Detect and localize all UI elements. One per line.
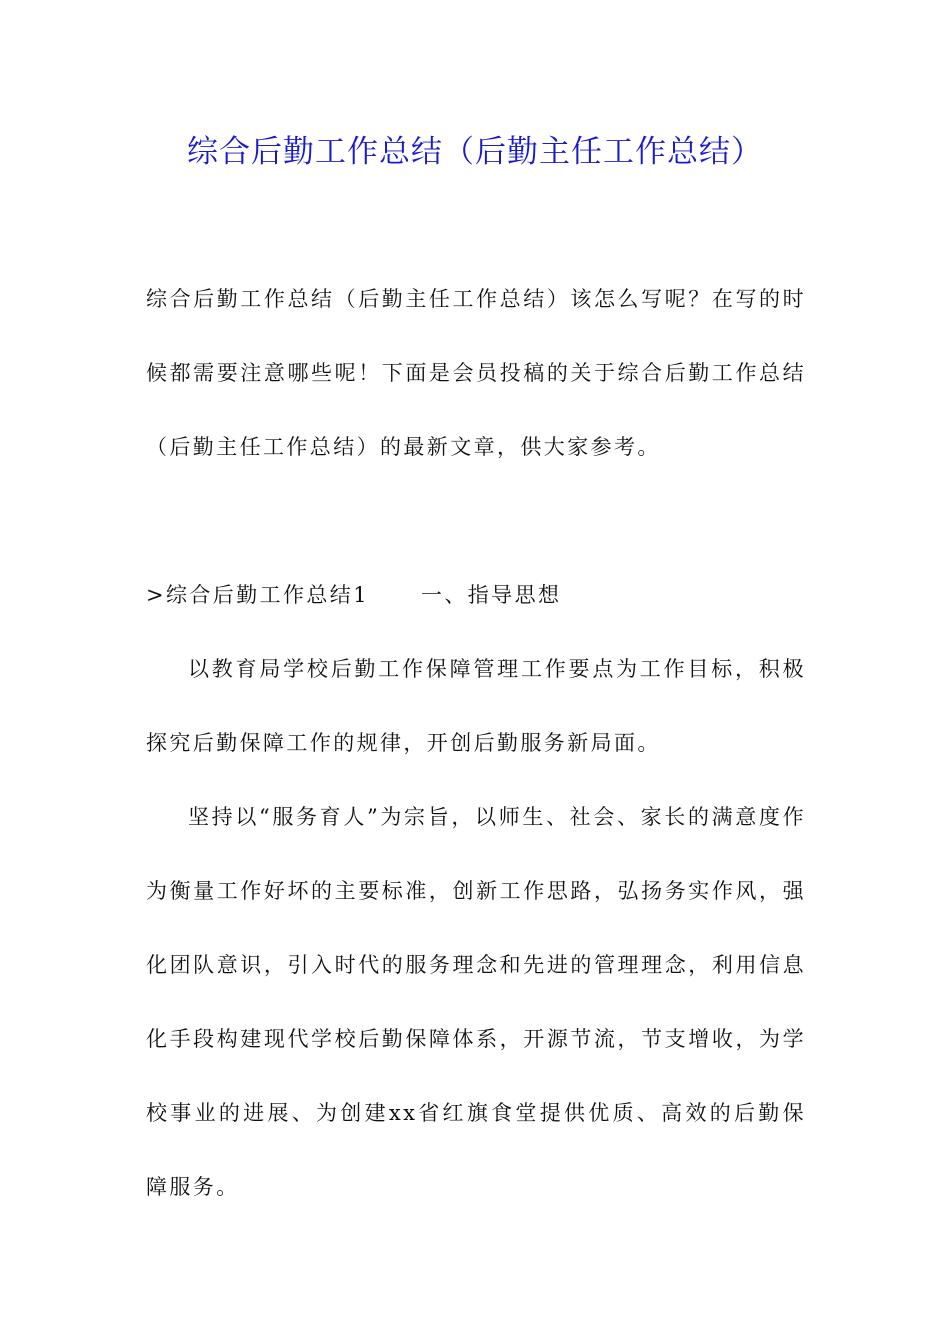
section-spacer <box>146 484 806 558</box>
document-body <box>146 262 806 1224</box>
section-heading: >综合后勤工作总结1 <box>146 583 369 607</box>
section-heading-line <box>146 558 806 632</box>
body-paragraph-1: 以教育局学校后勤工作保障管理工作要点为工作目标，积极探究后勤保障工作的规律，开创后勤服务新局面。 <box>146 657 806 755</box>
section-subheading: 一、指导思想 <box>420 583 562 607</box>
body-paragraph-2: 坚持以“服务育人”为宗旨，以师生、社会、家长的满意度作为衡量工作好坏的主要标准，创新工作思路，弘扬务实作风，强化团队意识，引入时代的服务理念和先进的管理理念，利用信息化手段构建现代学校后勤保障体系，开源节流，节支增收，为学校事业的进展、为创建xx省红旗食堂提供优质、高效的后勤保障服务。 <box>146 805 806 1199</box>
document-title: 综合后勤工作总结（后勤主任工作总结） <box>187 134 763 170</box>
intro-paragraph: 综合后勤工作总结（后勤主任工作总结）该怎么写呢？在写的时候都需要注意哪些呢！下面是会员投稿的关于综合后勤工作总结（后勤主任工作总结）的最新文章，供大家参考。 <box>146 287 806 459</box>
